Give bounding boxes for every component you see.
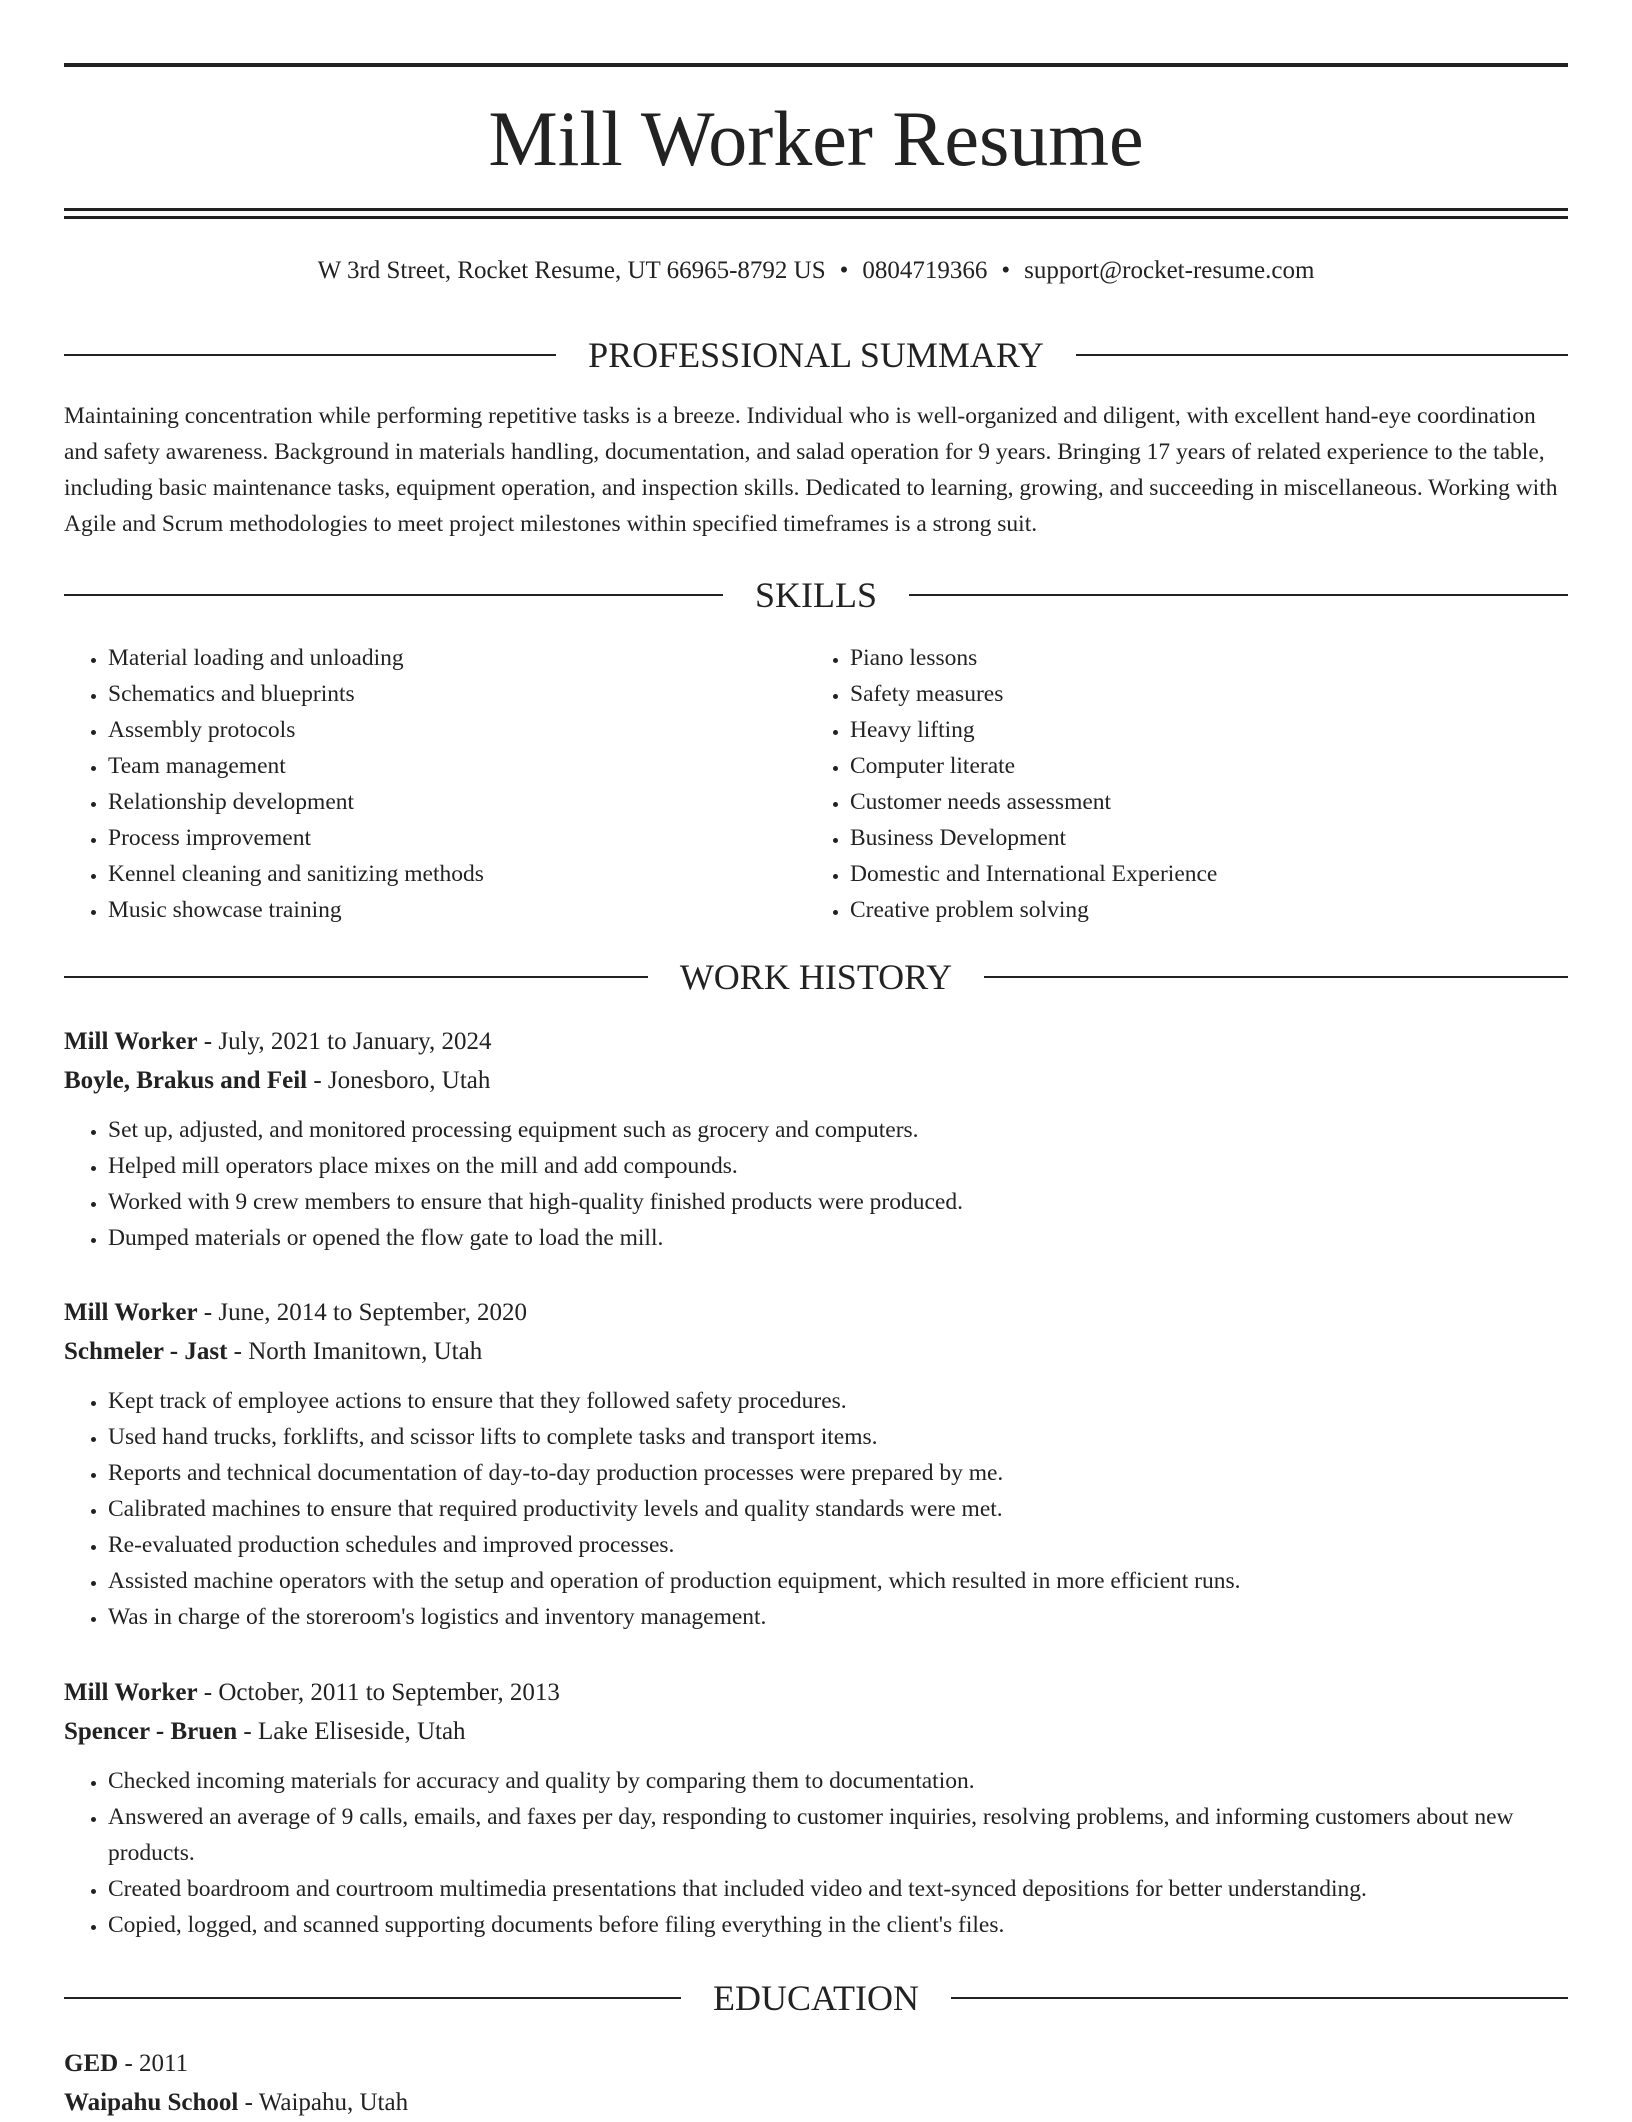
job-location: - Lake Eliseside, Utah <box>237 1718 466 1745</box>
job-title: Mill Worker <box>64 1679 198 1706</box>
job-bullet: • Set up, adjusted, and monitored processing equipment such as grocery and computers. <box>108 1112 1568 1148</box>
title-rule-upper <box>64 208 1568 211</box>
skill-item: • Team management <box>108 748 806 784</box>
education-school-line <box>64 2083 1568 2122</box>
heading-rule-right <box>984 976 1568 978</box>
job-bullet: • Re-evaluated production schedules and improved processes. <box>108 1527 1568 1563</box>
heading-rule-left <box>64 976 648 978</box>
skill-item: • Domestic and International Experience <box>850 856 1548 892</box>
job-entry <box>64 1673 1568 1943</box>
job-bullet: • Dumped materials or opened the flow gate to load the mill. <box>108 1220 1568 1256</box>
top-rule <box>64 63 1568 67</box>
job-bullet: • Reports and technical documentation of day-to-day production processes were prepared by me. <box>108 1455 1568 1491</box>
job-bullets <box>64 1383 1568 1635</box>
heading-rule-left <box>64 1997 681 1999</box>
job-dates: - June, 2014 to September, 2020 <box>197 1299 528 1326</box>
heading-rule-right <box>951 1997 1568 1999</box>
section-heading-education <box>64 1976 1568 2020</box>
skill-item: • Creative problem solving <box>850 892 1548 928</box>
skill-item: • Music showcase training <box>108 892 806 928</box>
job-dates: - October, 2011 to September, 2013 <box>197 1679 560 1706</box>
title-rule-lower <box>64 216 1568 219</box>
contact-phone: 0804719366 <box>862 257 988 284</box>
skills-list <box>64 640 1568 928</box>
contact-email: support@rocket-resume.com <box>1024 257 1315 284</box>
section-title: EDUCATION <box>713 1978 919 2018</box>
skills-column-left <box>64 640 806 928</box>
job-bullet: • Answered an average of 9 calls, emails, and faxes per day, responding to customer inquiries, resolving problems, and informing customers about new products. <box>108 1799 1568 1871</box>
section-heading-work-history <box>64 955 1568 999</box>
education-entry <box>64 2044 1568 2122</box>
education-year: - 2011 <box>118 2050 189 2077</box>
job-bullet: • Created boardroom and courtroom multimedia presentations that included video and text-synced depositions for better understanding. <box>108 1871 1568 1907</box>
resume-title: Mill Worker Resume <box>488 95 1144 182</box>
job-title: Mill Worker <box>64 1028 198 1055</box>
heading-rule-right <box>909 594 1568 596</box>
job-location: - North Imanitown, Utah <box>227 1338 483 1365</box>
skill-item: • Heavy lifting <box>850 712 1548 748</box>
skill-item: • Safety measures <box>850 676 1548 712</box>
job-bullet: • Copied, logged, and scanned supporting documents before filing everything in the client's files. <box>108 1907 1568 1943</box>
job-entry <box>64 1022 1568 1256</box>
education-school: Waipahu School <box>64 2089 239 2116</box>
education-degree-line <box>64 2044 1568 2083</box>
education-degree: GED <box>64 2050 119 2077</box>
job-bullet: • Used hand trucks, forklifts, and scissor lifts to complete tasks and transport items. <box>108 1419 1568 1455</box>
skills-column-right <box>806 640 1548 928</box>
section-heading-skills <box>64 573 1568 617</box>
job-company-line <box>64 1061 1568 1100</box>
job-title: Mill Worker <box>64 1299 198 1326</box>
job-location: - Jonesboro, Utah <box>307 1067 491 1094</box>
contact-separator: • <box>839 257 849 284</box>
job-company-line <box>64 1712 1568 1751</box>
contact-line <box>64 254 1568 288</box>
heading-rule-right <box>1076 354 1568 356</box>
job-company: Boyle, Brakus and Feil <box>64 1067 308 1094</box>
job-bullet: • Calibrated machines to ensure that required productivity levels and quality standards were met. <box>108 1491 1568 1527</box>
job-company: Schmeler - Jast <box>64 1338 228 1365</box>
job-bullet: • Assisted machine operators with the setup and operation of production equipment, which resulted in more efficient runs. <box>108 1563 1568 1599</box>
skill-item: • Process improvement <box>108 820 806 856</box>
job-bullets <box>64 1763 1568 1943</box>
job-dates: - July, 2021 to January, 2024 <box>197 1028 492 1055</box>
skill-item: • Customer needs assessment <box>850 784 1548 820</box>
job-bullet: • Worked with 9 crew members to ensure that high-quality finished products were produced. <box>108 1184 1568 1220</box>
contact-separator: • <box>1001 257 1011 284</box>
section-title: WORK HISTORY <box>679 957 953 997</box>
job-entry <box>64 1293 1568 1635</box>
skill-item: • Assembly protocols <box>108 712 806 748</box>
education-location: - Waipahu, Utah <box>238 2089 409 2116</box>
skill-item: • Schematics and blueprints <box>108 676 806 712</box>
section-heading-summary <box>64 333 1568 377</box>
job-title-line <box>64 1673 1568 1712</box>
section-title: SKILLS <box>755 575 878 615</box>
skill-item: • Relationship development <box>108 784 806 820</box>
skill-item: • Business Development <box>850 820 1548 856</box>
summary-paragraph: Maintaining concentration while performing repetitive tasks is a breeze. Individual who is well-organized and diligent, with excellent hand-eye coordination and safety awareness. Background in materials handling, documentation, and salad operation for 9 years. Bringing 17 years of related experience to the table, including basic maintenance tasks, equipment operation, and inspection skills. Dedicated to learning, growing, and succeeding in miscellaneous. Working with Agile and Scrum methodologies to meet project milestones within specified timeframes is a strong suit. <box>64 403 1558 537</box>
job-bullets <box>64 1112 1568 1256</box>
heading-rule-left <box>64 354 556 356</box>
job-title-line <box>64 1022 1568 1061</box>
job-bullet: • Checked incoming materials for accuracy and quality by comparing them to documentation. <box>108 1763 1568 1799</box>
job-company: Spencer - Bruen <box>64 1718 238 1745</box>
job-company-line <box>64 1332 1568 1371</box>
job-title-line <box>64 1293 1568 1332</box>
job-bullet: • Was in charge of the storeroom's logistics and inventory management. <box>108 1599 1568 1635</box>
contact-address: W 3rd Street, Rocket Resume, UT 66965-8792 US <box>317 257 826 284</box>
heading-rule-left <box>64 594 723 596</box>
job-bullet: • Kept track of employee actions to ensure that they followed safety procedures. <box>108 1383 1568 1419</box>
skill-item: • Kennel cleaning and sanitizing methods <box>108 856 806 892</box>
skill-item: • Piano lessons <box>850 640 1548 676</box>
section-title: PROFESSIONAL SUMMARY <box>588 335 1044 375</box>
job-bullet: • Helped mill operators place mixes on the mill and add compounds. <box>108 1148 1568 1184</box>
skill-item: • Computer literate <box>850 748 1548 784</box>
skill-item: • Material loading and unloading <box>108 640 806 676</box>
